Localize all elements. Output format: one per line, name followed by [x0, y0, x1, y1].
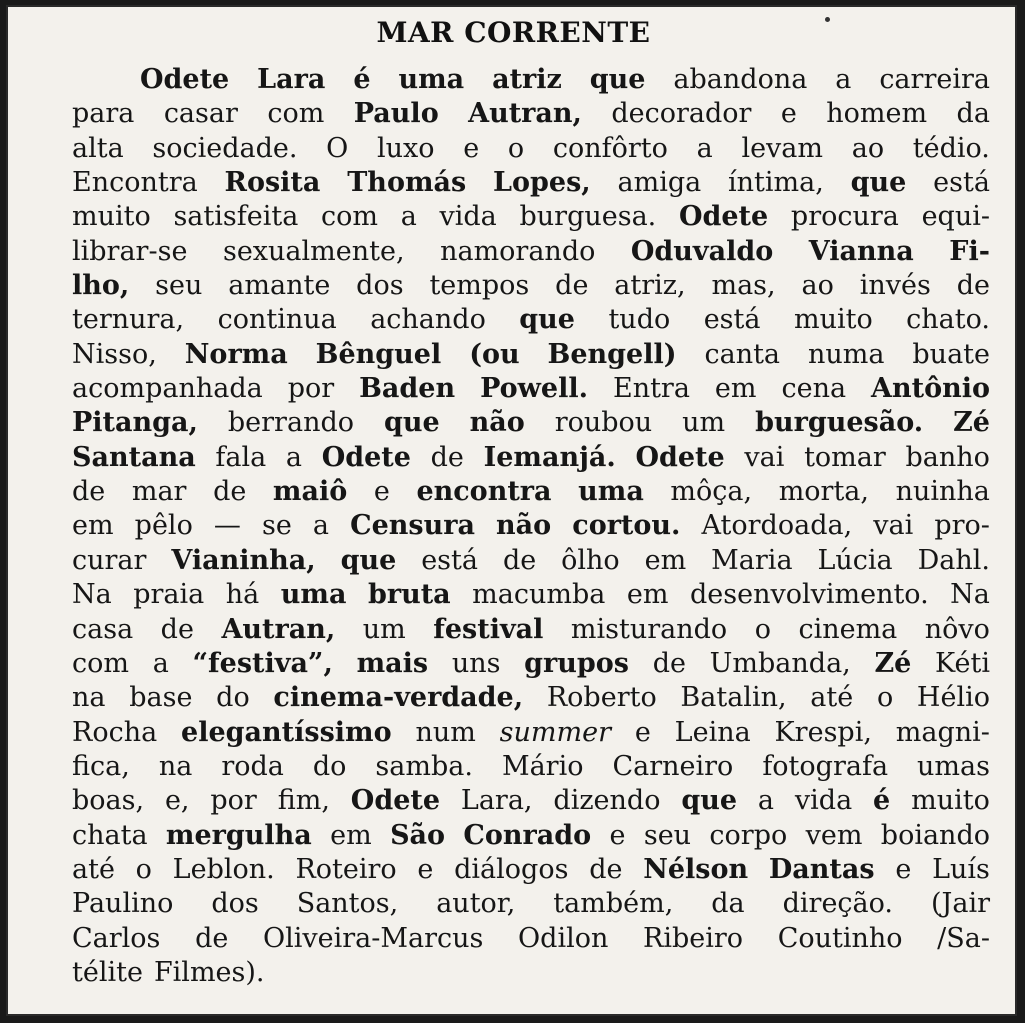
article-line: Odete Lara é uma atriz que abandona a carreira [140, 64, 990, 95]
article-line: Nisso, Norma Bênguel (ou Bengell) canta numa buate [72, 338, 990, 370]
article-line: acompanhada por Baden Powell. Entra em cena Antônio [72, 373, 990, 405]
article-line: com a “festiva”, mais uns grupos de Umbanda, Zé Kéti [72, 647, 990, 679]
article-line: lho, seu amante dos tempos de atriz, mas, ao invés de [72, 270, 990, 302]
article-line: boas, e, por fim, Odete Lara, dizendo que a vida é muito [72, 785, 990, 817]
article-line: Carlos de Oliveira-Marcus Odilon Ribeiro Coutinho /Sa- [72, 922, 990, 954]
article-line: muito satisfeita com a vida burguesa. Odete procura equi- [72, 201, 990, 233]
article-line: para casar com Paulo Autran, decorador e homem da [72, 98, 990, 130]
article-line: em pêlo — se a Censura não cortou. Atordoada, vai pro- [72, 510, 990, 542]
article-body [72, 63, 990, 990]
article-line: fica, na roda do samba. Mário Carneiro fotografa umas [72, 750, 990, 782]
article-line: casa de Autran, um festival misturando o cinema nôvo [72, 613, 990, 645]
article-line: Pitanga, berrando que não roubou um burguesão. Zé [72, 407, 990, 439]
article-line: curar Vianinha, que está de ôlho em Maria Lúcia Dahl. [72, 544, 990, 576]
newspaper-clipping [6, 5, 1017, 1016]
article-title: MAR CORRENTE [376, 16, 651, 49]
article-line: chata mergulha em São Conrado e seu corpo vem boiando [72, 819, 990, 851]
article-line: na base do cinema-verdade, Roberto Batalin, até o Hélio [72, 682, 990, 714]
article-line: Santana fala a Odete de Iemanjá. Odete vai tomar banho [72, 441, 990, 473]
article-line: Rocha elegantíssimo num summer e Leina Krespi, magni- [72, 716, 990, 748]
article-line: télite Filmes). [72, 956, 265, 988]
article-line: de mar de maiô e encontra uma môça, morta, nuinha [72, 476, 990, 508]
article-line: até o Leblon. Roteiro e diálogos de Nélson Dantas e Luís [72, 853, 990, 885]
article-line: Na praia há uma bruta macumba em desenvolvimento. Na [72, 579, 990, 611]
article-line: ternura, continua achando que tudo está muito chato. [72, 304, 990, 336]
article-line: librar-se sexualmente, namorando Oduvaldo Vianna Fi- [72, 235, 990, 267]
article-line: Encontra Rosita Thomás Lopes, amiga íntima, que está [72, 167, 990, 199]
article-line: alta sociedade. O luxo e o confôrto a levam ao tédio. [72, 132, 990, 164]
article-line: Paulino dos Santos, autor, também, da direção. (Jair [72, 888, 990, 920]
